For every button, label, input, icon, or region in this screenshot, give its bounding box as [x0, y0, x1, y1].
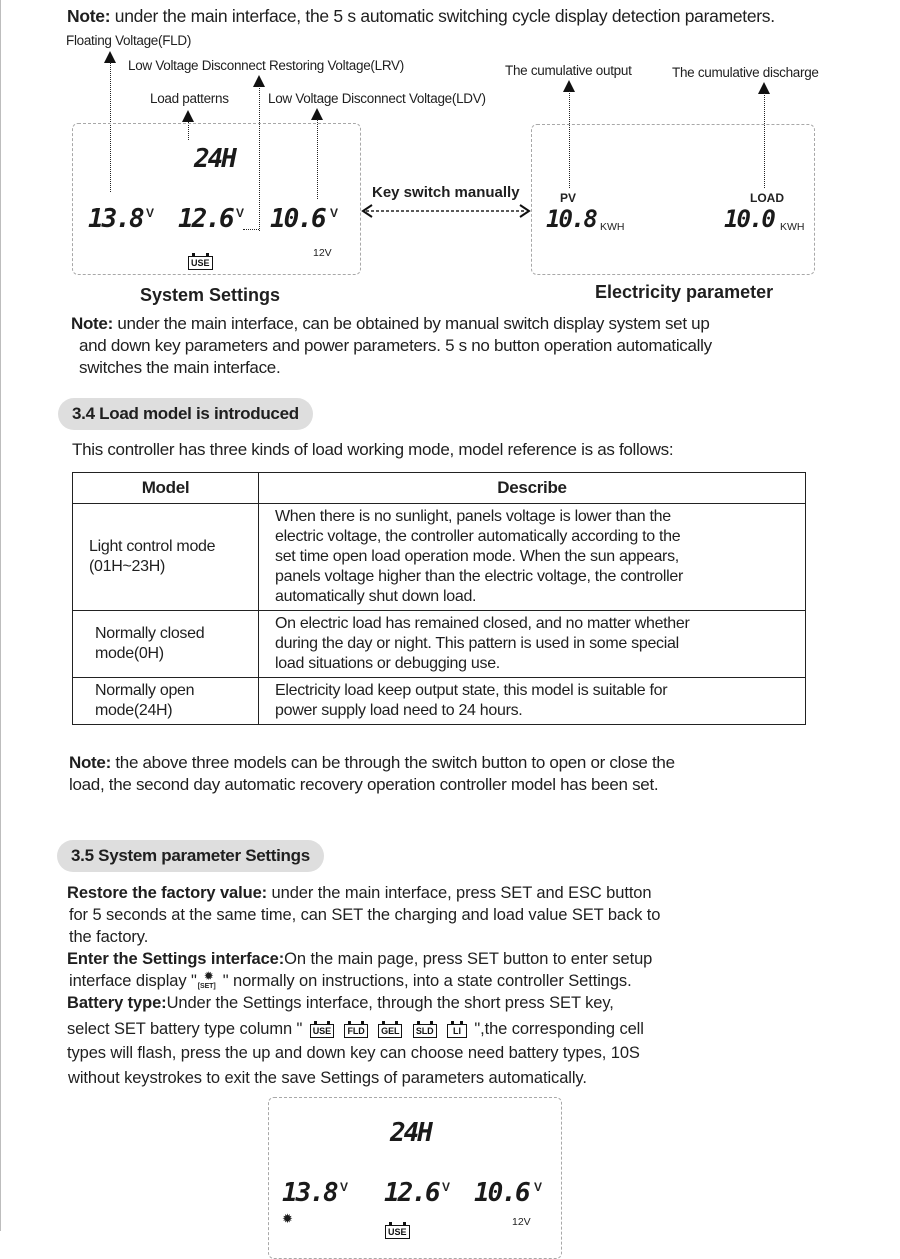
restore-line1: under the main interface, press SET and ESC button: [267, 884, 652, 902]
second-note-prefix: Note:: [71, 314, 113, 333]
enter-settings-line2b: " normally on instructions, into a state controller Settings.: [222, 972, 632, 990]
table-cell-describe: [259, 504, 806, 611]
section-3-4-note-line1: the above three models can be through the switch button to open or close the: [110, 753, 675, 772]
battery-fld-icon: FLD: [344, 1024, 367, 1038]
set-icon-label: [SET]: [197, 983, 216, 990]
describe-line: On electric load has remained closed, and no matter whether: [275, 615, 690, 632]
enter-settings-line2a: interface display ": [69, 972, 197, 990]
lcd-lrv-value: 12.6: [178, 204, 233, 234]
lcd-load-unit: KWH: [780, 221, 805, 233]
model-line: Normally open: [95, 682, 195, 699]
settings-lcd-system-voltage: 12V: [512, 1216, 531, 1228]
section-3-4-note-line2: load, the second day automatic recovery operation controller model has been set.: [69, 775, 659, 794]
settings-battery-icon: [385, 1222, 410, 1240]
table-cell-describe: [259, 678, 806, 725]
caption-system-settings: System Settings: [140, 285, 281, 305]
lcd-load-mode: 24H: [194, 144, 235, 174]
battery-sld-icon: SLD: [413, 1024, 437, 1038]
describe-line: set time open load operation mode. When the sun appears,: [275, 548, 679, 565]
settings-lcd-ldv-value: 10.6: [474, 1178, 529, 1208]
battery-gel-icon: GEL: [378, 1024, 402, 1038]
describe-line: When there is no sunlight, panels voltage is lower than the: [275, 508, 671, 525]
model-line: Light control mode: [89, 538, 216, 555]
battery-li-icon: LI: [447, 1024, 467, 1038]
lcd-pv-value: 10.8: [546, 205, 596, 233]
settings-lcd-ldv-unit: V: [534, 1180, 543, 1194]
table-row: [73, 504, 806, 611]
model-line: Normally closed: [95, 625, 205, 642]
describe-line: Electricity load keep output state, this model is suitable for: [275, 682, 668, 699]
battery-use-icon: USE: [310, 1024, 334, 1038]
lcd-lrv-unit: V: [236, 206, 245, 220]
gear-icon: ✹: [203, 969, 214, 983]
lcd-ldv-unit: V: [330, 206, 339, 220]
table-header-row: [73, 473, 806, 504]
callout-load-patterns: Load patterns: [150, 91, 229, 106]
lcd-fld-unit: V: [146, 206, 155, 220]
lcd-pv-label: PV: [560, 191, 577, 205]
settings-lcd-load-mode: 24H: [390, 1118, 431, 1148]
top-note-text: under the main interface, the 5 s automatic switching cycle display detection parameters.: [110, 6, 775, 26]
battery-use-icon: [188, 253, 213, 271]
callout-ldv: Low Voltage Disconnect Voltage(LDV): [268, 91, 486, 106]
callout-lrv: Low Voltage Disconnect Restoring Voltage(LRV): [128, 58, 404, 73]
lcd-load-value: 10.0: [724, 205, 774, 233]
describe-line: electric voltage, the controller automatically according to the: [275, 528, 681, 545]
load-mode-table: [72, 472, 806, 725]
restore-line3: the factory.: [69, 928, 149, 946]
callout-cumulative-discharge: The cumulative discharge: [672, 65, 819, 80]
section-3-4-intro: This controller has three kinds of load working mode, model reference is as follows:: [72, 440, 674, 459]
second-note-line1: under the main interface, can be obtained by manual switch display system set up: [112, 314, 710, 333]
describe-line: power supply load need to 24 hours.: [275, 702, 523, 719]
caption-electricity-parameter: Electricity parameter: [595, 282, 774, 302]
settings-battery-type: USE: [385, 1225, 410, 1239]
section-3-5-heading: 3.5 System parameter Settings: [57, 840, 324, 872]
describe-line: panels voltage higher than the electric voltage, the controller: [275, 568, 684, 585]
section-3-4-heading: 3.4 Load model is introduced: [58, 398, 313, 430]
model-line: mode(0H): [95, 645, 164, 662]
table-header-model: Model: [73, 473, 259, 504]
describe-line: load situations or debugging use.: [275, 655, 500, 672]
top-note-prefix: Note:: [67, 6, 111, 26]
section-3-4-note-prefix: Note:: [69, 753, 111, 772]
lcd-fld-value: 13.8: [88, 204, 143, 234]
describe-line: during the day or night. This pattern is used in some special: [275, 635, 679, 652]
section-3-5-body: [67, 882, 660, 1089]
table-cell-describe: [259, 611, 806, 678]
table-cell-model: [73, 611, 259, 678]
lcd-load-label: LOAD: [750, 191, 784, 205]
settings-lcd-lrv-unit: V: [442, 1180, 451, 1194]
settings-gear-icon: ✹: [282, 1211, 293, 1226]
enter-settings-line1: On the main page, press SET button to enter setup: [284, 950, 653, 968]
battery-type-label-heading: Battery type:: [67, 994, 167, 1012]
callout-cumulative-output: The cumulative output: [505, 63, 632, 78]
page-edge-line: [0, 0, 1, 1231]
second-note-line3: switches the main interface.: [79, 358, 281, 377]
describe-line: automatically shut down load.: [275, 588, 477, 605]
table-header-describe: Describe: [259, 473, 806, 504]
table-cell-model: [73, 504, 259, 611]
section-3-4-note: [69, 752, 675, 796]
callout-fld: Floating Voltage(FLD): [66, 33, 192, 48]
table-row: [73, 678, 806, 725]
double-arrow-icon: [360, 203, 532, 219]
restore-line2: for 5 seconds at the same time, can SET the charging and load value SET back to: [69, 906, 661, 924]
settings-lcd-fld-unit: V: [340, 1180, 349, 1194]
enter-settings-label: Enter the Settings interface:: [67, 950, 285, 968]
set-gear-icon: [197, 970, 223, 992]
table-cell-model: [73, 678, 259, 725]
battery-line2b: ",the corresponding cell: [474, 1020, 644, 1038]
lcd-pv-unit: KWH: [600, 221, 625, 233]
settings-lcd-lrv-value: 12.6: [384, 1178, 439, 1208]
second-note-line2: and down key parameters and power parameters. 5 s no button operation automatically: [79, 336, 712, 355]
lcd-ldv-value: 10.6: [270, 204, 325, 234]
top-note: [67, 5, 775, 27]
battery-line4: without keystrokes to exit the save Settings of parameters automatically.: [68, 1069, 587, 1087]
battery-line1: Under the Settings interface, through the short press SET key,: [166, 994, 614, 1012]
battery-line2a: select SET battery type column ": [67, 1020, 303, 1038]
second-note: [71, 313, 712, 379]
table-row: [73, 611, 806, 678]
model-line: mode(24H): [95, 702, 173, 719]
model-line: (01H~23H): [89, 558, 166, 575]
lcd-system-voltage: 12V: [313, 247, 332, 259]
arrow-up-icon: [182, 110, 194, 122]
battery-type-label: USE: [188, 256, 213, 270]
settings-lcd-fld-value: 13.8: [282, 1178, 337, 1208]
restore-label: Restore the factory value:: [67, 884, 268, 902]
key-switch-label: Key switch manually: [372, 184, 520, 201]
battery-line3: types will flash, press the up and down key can choose need battery types, 10S: [67, 1044, 640, 1062]
